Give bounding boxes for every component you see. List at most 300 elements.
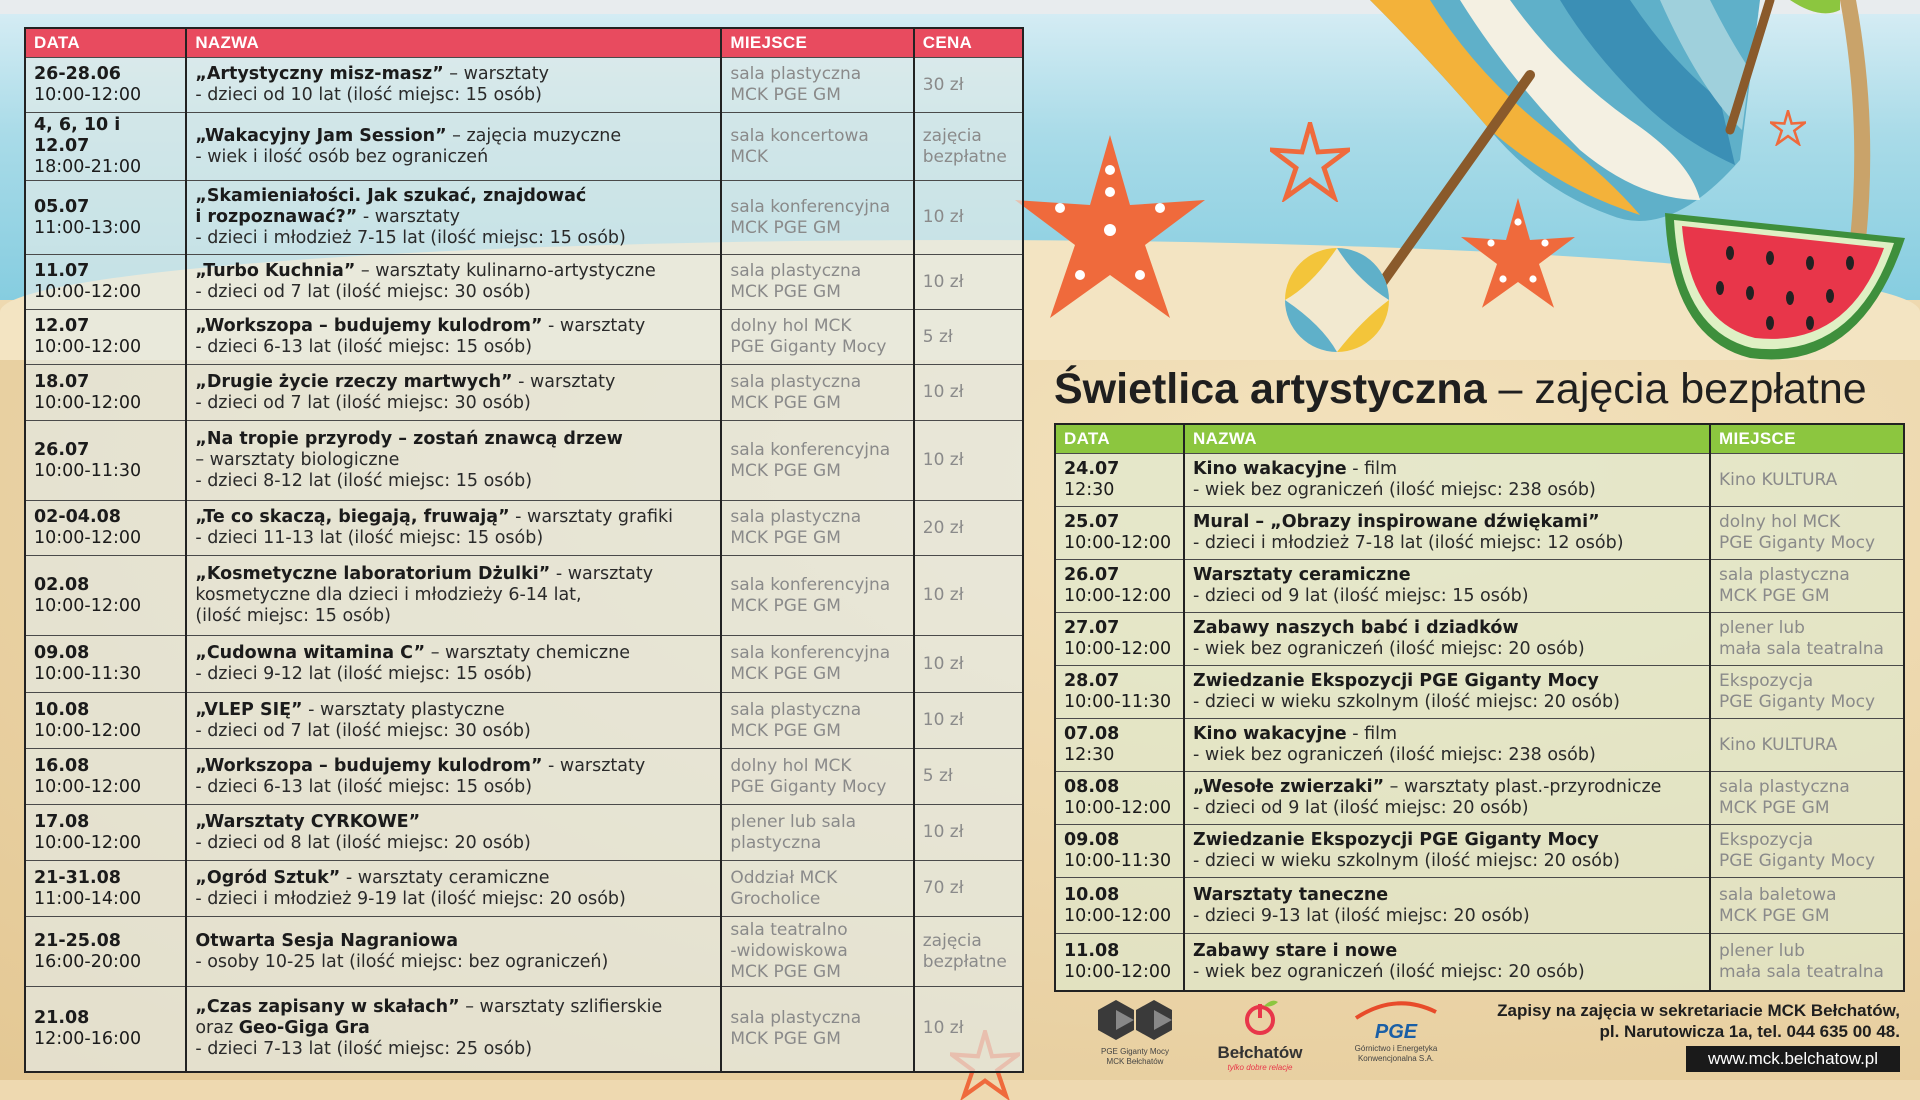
place-line: sala plastyczna: [1719, 777, 1850, 797]
event-date: 09.08: [1064, 830, 1120, 850]
event-date: 02.08: [34, 574, 90, 595]
event-title-line: [195, 261, 712, 282]
header-miejsce: MIEJSCE: [721, 29, 913, 58]
date-cell: [1056, 507, 1184, 560]
place-cell: [721, 255, 913, 310]
event-title: Warsztaty ceramiczne: [1193, 565, 1411, 585]
name-cell: [186, 693, 721, 749]
date-cell: [1056, 825, 1184, 878]
event-details: - dzieci 6-13 lat (ilość miejsc: 15 osób): [195, 776, 533, 797]
belchatow-tagline: tylko dobre relacje: [1227, 1063, 1293, 1072]
name-cell: [1184, 666, 1710, 719]
event-title: „Workszopa – budujemy kulodrom”: [195, 755, 543, 776]
place-line: -widowiskowa: [730, 941, 848, 961]
event-date: 26.07: [34, 439, 90, 460]
event-title: Warsztaty taneczne: [1193, 884, 1389, 905]
place-line: mała sala teatralna: [1719, 961, 1884, 982]
event-time: 11:00-13:00: [34, 217, 142, 238]
place-cell: [1710, 507, 1903, 560]
event-time: 10:00-12:00: [1064, 798, 1172, 818]
place-line: sala konferencyjna: [730, 439, 891, 460]
price-cell: [914, 365, 1022, 421]
header-nazwa: NAZWA: [186, 29, 721, 58]
place-line: MCK PGE GM: [730, 720, 841, 741]
date-cell: [1056, 772, 1184, 825]
place-cell: [1710, 560, 1903, 613]
event-details: - dzieci 6-13 lat (ilość miejsc: 15 osób): [195, 337, 533, 357]
table-row: [26, 805, 1022, 861]
price-cell: [914, 861, 1022, 917]
event-date: 27.07: [1064, 618, 1120, 638]
place-cell: [721, 113, 913, 181]
place-cell: [721, 58, 913, 113]
event-type: - warsztaty: [512, 371, 616, 392]
pge-caption-2: Konwencjonalna S.A.: [1357, 1054, 1435, 1063]
date-cell: [26, 113, 186, 181]
event-time: 12:30: [1064, 480, 1115, 500]
event-time: 10:00-12:00: [34, 528, 142, 548]
name-cell: [1184, 878, 1710, 934]
event-title-line: [195, 931, 712, 952]
event-title-extra: Geo-Giga Gra: [238, 1018, 370, 1039]
event-title-line: [195, 997, 712, 1018]
place-line: plener lub: [1719, 940, 1805, 961]
event-time: 10:00-12:00: [34, 392, 142, 413]
event-title: „Wakacyjny Jam Session”: [195, 125, 447, 146]
event-time: 10:00-12:00: [1064, 533, 1172, 553]
table-row: [1056, 772, 1903, 825]
place-line: Ekspozycja: [1719, 671, 1814, 691]
belchatow-power-icon: [1240, 998, 1280, 1038]
table-row: [26, 636, 1022, 693]
table-row: [1056, 934, 1903, 990]
belchatow-name: Bełchatów: [1217, 1043, 1303, 1062]
event-date: 07.08: [1064, 724, 1120, 744]
event-title-line: [195, 316, 712, 337]
price-cell: [914, 181, 1022, 255]
pge-caption-1: Górnictwo i Energetyka: [1354, 1044, 1438, 1053]
price-cell: [914, 255, 1022, 310]
name-cell: [1184, 719, 1710, 772]
place-line: sala konferencyjna: [730, 643, 891, 663]
place-line: Kino KULTURA: [1719, 734, 1838, 755]
event-title: „Ogród Sztuk”: [195, 867, 341, 888]
header-miejsce: MIEJSCE: [1710, 425, 1903, 454]
table-row: [1056, 666, 1903, 719]
event-title: Mural – „Obrazy inspirowane dźwiękami”: [1193, 512, 1600, 532]
table-row: [26, 556, 1022, 636]
place-line: MCK PGE GM: [1719, 798, 1830, 818]
name-cell: [186, 310, 721, 365]
event-date: 18.07: [34, 371, 90, 392]
date-cell: [26, 861, 186, 917]
event-details: - dzieci i młodzież 7-15 lat (ilość miejsc: 15 osób): [195, 228, 626, 248]
place-line: plener lub sala: [730, 811, 857, 832]
website-url[interactable]: www.mck.belchatow.pl: [1686, 1046, 1900, 1072]
table-row: [1056, 507, 1903, 560]
event-date: 10.08: [34, 699, 90, 720]
event-details: - dzieci w wieku szkolnym (ilość miejsc: 20 osób): [1193, 692, 1620, 712]
price-line: zajęcia: [922, 930, 982, 951]
name-cell: [186, 365, 721, 421]
price-line: zajęcia: [922, 125, 982, 146]
event-details: (ilość miejsc: 15 osób): [195, 606, 391, 626]
place-cell: [1710, 454, 1903, 507]
workshops-table: [24, 27, 1024, 1073]
event-title: „Kosmetyczne laboratorium Dżulki”: [195, 564, 551, 584]
header-nazwa: NAZWA: [1184, 425, 1710, 454]
place-line: PGE Giganty Mocy: [1719, 533, 1876, 553]
place-cell: [721, 556, 913, 636]
event-time: 10:00-12:00: [1064, 961, 1172, 982]
date-cell: [26, 501, 186, 556]
table-row: [26, 861, 1022, 917]
beach-ball-icon: [1282, 245, 1392, 355]
table-row: [1056, 719, 1903, 772]
place-line: sala plastyczna: [730, 699, 862, 720]
event-title-line: [195, 564, 712, 585]
place-cell: [721, 421, 913, 501]
table-row: [26, 421, 1022, 501]
event-title: „Na tropie przyrody – zostań znawcą drzew: [195, 429, 623, 449]
price-cell: [914, 421, 1022, 501]
event-title-line: [195, 643, 712, 664]
palm-trunk-illustration: [1822, 0, 1882, 240]
place-line: Ekspozycja: [1719, 830, 1814, 850]
price-line: 10 zł: [922, 382, 964, 402]
event-time: 10:00-12:00: [34, 776, 142, 797]
date-cell: [26, 255, 186, 310]
date-cell: [26, 749, 186, 805]
date-cell: [26, 693, 186, 749]
name-cell: [186, 861, 721, 917]
place-line: sala konferencyjna: [730, 196, 891, 217]
place-line: sala baletowa: [1719, 884, 1837, 905]
name-cell: [186, 421, 721, 501]
price-cell: [914, 917, 1022, 987]
event-type: – warsztaty szlifierskie: [459, 997, 663, 1018]
event-details: - wiek i ilość osób bez ograniczeń: [195, 146, 489, 167]
event-date: 11.07: [34, 261, 90, 281]
pge-giganty-mocy-caption-1: PGE Giganty Mocy: [1100, 1047, 1170, 1056]
event-title-line: [195, 1018, 712, 1039]
event-type: - warsztaty: [357, 207, 461, 227]
place-line: MCK PGE GM: [1719, 586, 1830, 606]
event-title: „VLEP SIĘ”: [195, 699, 303, 720]
table-row: [1056, 878, 1903, 934]
event-title: Zabawy naszych babć i dziadków: [1193, 618, 1519, 638]
place-cell: [721, 181, 913, 255]
event-title-line: [1193, 777, 1701, 798]
event-time: 10:00-12:00: [34, 282, 142, 302]
event-type: - warsztaty plastyczne: [302, 699, 505, 720]
event-title-line: [195, 868, 712, 889]
event-time: 10:00-12:00: [1064, 905, 1172, 926]
name-cell: [186, 501, 721, 556]
price-line: 10 zł: [922, 710, 964, 730]
place-line: sala plastyczna: [730, 64, 862, 84]
place-cell: [721, 693, 913, 749]
event-title-line: [195, 207, 712, 228]
place-line: dolny hol MCK: [1719, 512, 1841, 532]
date-cell: [26, 365, 186, 421]
price-line: 20 zł: [922, 517, 964, 538]
event-date: 26-28.06: [34, 64, 121, 84]
place-line: MCK PGE GM: [730, 85, 841, 105]
date-cell: [26, 917, 186, 987]
name-cell: [1184, 613, 1710, 666]
event-details: - osoby 10-25 lat (ilość miejsc: bez ograniczeń): [195, 951, 609, 972]
table-row: [26, 365, 1022, 421]
place-line: MCK PGE GM: [730, 962, 841, 982]
event-title: Zabawy stare i nowe: [1193, 940, 1398, 961]
table-row: [1056, 825, 1903, 878]
event-title: Zwiedzanie Ekspozycji PGE Giganty Mocy: [1193, 671, 1599, 691]
event-details: - dzieci od 9 lat (ilość miejsc: 20 osób): [1193, 798, 1529, 818]
event-details: - dzieci od 8 lat (ilość miejsc: 20 osób): [195, 832, 531, 853]
pge-name: PGE: [1374, 1021, 1418, 1043]
place-line: sala plastyczna: [730, 507, 862, 527]
name-cell: [186, 113, 721, 181]
header-data: DATA: [26, 29, 186, 58]
event-type: - warsztaty: [550, 564, 654, 584]
date-cell: [26, 58, 186, 113]
event-title-line: [1193, 724, 1701, 745]
event-details: – warsztaty biologiczne: [195, 450, 400, 470]
header-cena: CENA: [914, 29, 1022, 58]
section-title: [1054, 365, 1914, 414]
table-row: [26, 113, 1022, 181]
event-date: 11.08: [1064, 940, 1120, 961]
name-cell: [1184, 560, 1710, 613]
place-cell: [721, 917, 913, 987]
event-time: 12:30: [1064, 745, 1115, 765]
event-type: - warsztaty ceramiczne: [340, 867, 550, 888]
event-type: - warsztaty: [542, 316, 646, 336]
price-cell: [914, 749, 1022, 805]
place-cell: [721, 501, 913, 556]
event-date: 28.07: [1064, 671, 1120, 691]
name-cell: [186, 181, 721, 255]
name-cell: [186, 805, 721, 861]
place-line: MCK PGE GM: [730, 595, 841, 616]
place-line: dolny hol MCK: [730, 755, 852, 776]
free-activities-table-header: [1056, 425, 1903, 454]
event-time: 18:00-21:00: [34, 157, 142, 177]
place-cell: [1710, 878, 1903, 934]
event-details: - dzieci od 7 lat (ilość miejsc: 30 osób): [195, 720, 531, 741]
date-cell: [1056, 454, 1184, 507]
name-cell: [1184, 507, 1710, 560]
event-title-line: [195, 429, 712, 450]
watermelon-slice-icon: [1660, 208, 1910, 368]
place-line: PGE Giganty Mocy: [1719, 692, 1876, 712]
place-line: MCK PGE GM: [730, 217, 841, 238]
price-line: 5 zł: [922, 326, 953, 347]
name-cell: [186, 636, 721, 693]
event-title: „Turbo Kuchnia”: [195, 261, 356, 281]
place-cell: [721, 987, 913, 1071]
name-cell: [1184, 772, 1710, 825]
event-title-line: [195, 812, 712, 833]
price-line: 10 zł: [922, 450, 964, 470]
price-line: bezpłatne: [922, 951, 1007, 972]
event-title: „Warsztaty CYRKOWE”: [195, 811, 421, 832]
event-date: 26.07: [1064, 565, 1120, 585]
date-cell: [1056, 878, 1184, 934]
event-type: – warsztaty kulinarno-artystyczne: [355, 261, 656, 281]
price-cell: [914, 636, 1022, 693]
name-cell: [186, 987, 721, 1071]
date-cell: [26, 556, 186, 636]
event-date: 16.08: [34, 755, 90, 776]
registration-line-2: pl. Narutowicza 1a, tel. 044 635 00 48.: [1599, 1022, 1900, 1041]
place-line: plastyczna: [730, 832, 822, 853]
event-title: Otwarta Sesja Nagraniowa: [195, 930, 459, 951]
event-title-line: [1193, 618, 1701, 639]
event-title: Kino wakacyjne: [1193, 724, 1347, 744]
event-title: „Skamieniałości. Jak szukać, znajdować: [195, 186, 587, 206]
event-title-line: [195, 507, 712, 528]
event-title: „Wesołe zwierzaki”: [1193, 777, 1385, 797]
price-line: 10 zł: [922, 207, 964, 227]
registration-line-1: Zapisy na zajęcia w sekretariacie MCK Bełchatów,: [1497, 1001, 1900, 1020]
event-title: „Workszopa – budujemy kulodrom”: [195, 316, 543, 336]
starfish-large-icon: [1010, 130, 1210, 330]
event-details: - dzieci od 7 lat (ilość miejsc: 30 osób): [195, 392, 531, 413]
place-line: MCK PGE GM: [730, 1028, 841, 1049]
event-title-line: [195, 64, 712, 85]
place-line: MCK PGE GM: [730, 528, 841, 548]
table-row: [26, 987, 1022, 1071]
event-title: „Drugie życie rzeczy martwych”: [195, 371, 513, 392]
place-line: MCK PGE GM: [1719, 905, 1830, 926]
place-cell: [1710, 613, 1903, 666]
event-details: - dzieci 9-13 lat (ilość miejsc: 20 osób): [1193, 905, 1530, 926]
event-time: 12:00-16:00: [34, 1028, 142, 1049]
event-title-cont: i rozpoznawać?”: [195, 207, 358, 227]
event-date: 17.08: [34, 811, 90, 832]
event-type: - warsztaty grafiki: [509, 507, 673, 527]
place-line: plener lub: [1719, 618, 1805, 638]
date-cell: [26, 181, 186, 255]
event-conj: oraz: [195, 1018, 239, 1039]
table-row: [26, 749, 1022, 805]
event-title-line: [1193, 941, 1701, 962]
place-line: PGE Giganty Mocy: [730, 337, 887, 357]
table-row: [26, 310, 1022, 365]
place-line: dolny hol MCK: [730, 316, 852, 336]
event-date: 21.08: [34, 1007, 90, 1028]
place-cell: [1710, 772, 1903, 825]
event-title-line: [1193, 512, 1701, 533]
date-cell: [26, 310, 186, 365]
event-title-line: [195, 756, 712, 777]
registration-info: [1420, 1000, 1900, 1042]
event-time: 11:00-14:00: [34, 888, 142, 909]
table-row: [26, 255, 1022, 310]
price-line: 10 zł: [922, 1018, 964, 1039]
price-cell: [914, 501, 1022, 556]
price-cell: [914, 693, 1022, 749]
event-time: 10:00-11:30: [1064, 851, 1172, 871]
place-cell: [1710, 825, 1903, 878]
place-cell: [721, 861, 913, 917]
place-cell: [1710, 666, 1903, 719]
event-date: 21-25.08: [34, 930, 121, 951]
event-date: 08.08: [1064, 777, 1120, 797]
event-details: - dzieci od 10 lat (ilość miejsc: 15 osób): [195, 85, 542, 105]
event-title-line: [195, 700, 712, 721]
price-line: 5 zł: [922, 766, 953, 786]
date-cell: [1056, 560, 1184, 613]
event-title: Zwiedzanie Ekspozycji PGE Giganty Mocy: [1193, 830, 1599, 850]
name-cell: [1184, 825, 1710, 878]
event-date: 05.07: [34, 196, 90, 217]
starfish-tiny-icon: [1770, 110, 1806, 146]
event-details: - dzieci w wieku szkolnym (ilość miejsc: 20 osób): [1193, 851, 1620, 871]
event-details: - dzieci 11-13 lat (ilość miejsc: 15 osób): [195, 528, 544, 548]
date-cell: [1056, 613, 1184, 666]
event-type: - warsztaty: [542, 755, 646, 776]
price-line: 70 zł: [922, 878, 964, 898]
workshops-table-header: [26, 29, 1022, 58]
event-date: 21-31.08: [34, 867, 121, 888]
starfish-medium-icon: [1458, 195, 1578, 315]
event-type: - film: [1346, 724, 1398, 744]
table-row: [1056, 454, 1903, 507]
event-time: 10:00-12:00: [1064, 639, 1172, 659]
event-details: - wiek bez ograniczeń (ilość miejsc: 238 osób): [1193, 480, 1596, 500]
event-date: 10.08: [1064, 884, 1120, 905]
event-time: 10:00-11:30: [1064, 692, 1172, 712]
event-type: – warsztaty chemiczne: [425, 643, 630, 663]
place-line: sala teatralno: [730, 920, 848, 940]
place-line: MCK PGE GM: [730, 664, 841, 684]
event-type: – warsztaty: [443, 64, 549, 84]
pge-giganty-mocy-icon: [1096, 998, 1174, 1042]
event-title-line: [1193, 671, 1701, 692]
event-title-line: [1193, 459, 1701, 480]
table-row: [26, 917, 1022, 987]
place-cell: [721, 749, 913, 805]
event-date: 12.07: [34, 316, 90, 336]
place-cell: [721, 805, 913, 861]
name-cell: [186, 255, 721, 310]
event-time: 10:00-12:00: [34, 85, 142, 105]
event-title-line: [195, 186, 712, 207]
price-line: bezpłatne: [922, 146, 1007, 167]
event-title: „Czas zapisany w skałach”: [195, 997, 460, 1018]
place-line: sala koncertowa: [730, 125, 869, 146]
name-cell: [1184, 934, 1710, 990]
event-title-line: [1193, 565, 1701, 586]
event-details: - dzieci i młodzież 7-18 lat (ilość miejsc: 12 osób): [1193, 533, 1624, 553]
name-cell: [186, 58, 721, 113]
date-cell: [1056, 719, 1184, 772]
event-type: – zajęcia muzyczne: [446, 125, 622, 146]
belchatow-logo: [1205, 998, 1315, 1073]
place-cell: [1710, 719, 1903, 772]
price-cell: [914, 58, 1022, 113]
place-cell: [721, 310, 913, 365]
price-cell: [914, 987, 1022, 1071]
starfish-small-icon: [1270, 122, 1350, 202]
name-cell: [1184, 454, 1710, 507]
place-line: sala plastyczna: [730, 261, 862, 281]
event-details: - dzieci od 9 lat (ilość miejsc: 15 osób): [1193, 586, 1529, 606]
price-line: 30 zł: [922, 74, 964, 95]
